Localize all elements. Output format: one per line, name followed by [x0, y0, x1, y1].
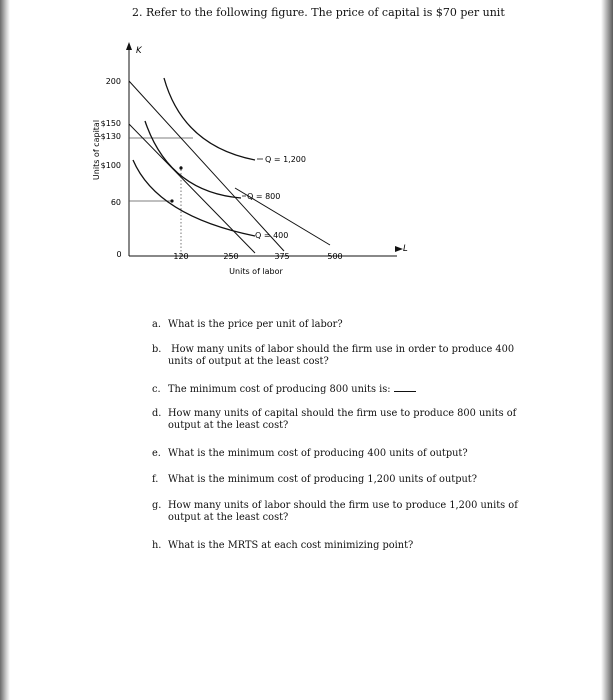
y-tick-label: 60 — [110, 198, 121, 207]
subquestion-text: What is the minimum cost of producing 1,200 units of output? — [168, 474, 477, 485]
subquestion-letter: c. — [152, 384, 161, 395]
subquestion-text: How many units of labor should the firm use in order to produce 400 — [168, 344, 515, 355]
subquestion-letter: f. — [152, 474, 159, 485]
subquestion-text-continued: units of output at the least cost? — [168, 356, 329, 367]
subquestion-text-continued: output at the least cost? — [168, 420, 289, 431]
subquestion-text: What is the MRTS at each cost minimizing point? — [168, 540, 414, 551]
subquestion-letter: b. — [152, 344, 162, 355]
y-tick-label: 200 — [105, 77, 121, 86]
x-axis-letter: L — [403, 244, 408, 254]
subquestion-h — [152, 540, 532, 552]
subquestion-letter: e. — [152, 448, 161, 459]
answer-blank — [394, 383, 416, 392]
y-axis-title: Units of capital — [92, 119, 101, 181]
subquestion-text: What is the price per unit of labor? — [168, 319, 343, 330]
subquestion-letter: a. — [152, 319, 161, 330]
subquestion-text: What is the minimum cost of producing 400 units of output? — [168, 448, 468, 459]
subquestion-letter: h. — [152, 540, 162, 551]
subquestion-e — [152, 448, 532, 460]
isoquant-label: Q = 400 — [255, 231, 289, 240]
tangency-point-400 — [170, 199, 173, 202]
y-axis-letter: K — [136, 46, 142, 56]
origin-label: 0 — [116, 250, 122, 259]
subquestion-letter: g. — [152, 500, 162, 511]
tangency-point-800 — [179, 166, 182, 169]
isoquant-label: Q = 1,200 — [265, 155, 306, 164]
subquestion-a — [152, 319, 532, 331]
x-axis-arrow — [395, 246, 403, 252]
x-tick-label: 500 — [327, 252, 343, 261]
subquestion-b — [152, 344, 532, 368]
isoquant-1200 — [164, 78, 255, 160]
x-tick-label: 250 — [223, 252, 239, 261]
subquestion-g — [152, 500, 532, 524]
isoquant-800 — [145, 121, 241, 198]
isoquant-label: Q = 800 — [247, 192, 281, 201]
y-tick-label: $150 — [100, 119, 121, 128]
subquestion-text: The minimum cost of producing 800 units is: — [168, 384, 391, 395]
y-tick-label: $130 — [100, 132, 121, 141]
subquestion-f — [152, 474, 532, 486]
page-right-edge-shadow — [601, 0, 613, 700]
isocost-line-high — [129, 81, 284, 251]
page-left-edge-shadow — [0, 0, 10, 700]
subquestion-c — [152, 383, 532, 396]
x-tick-label: 375 — [274, 252, 290, 261]
subquestion-letter: d. — [152, 408, 162, 419]
question-title: 2. Refer to the following figure. The price of capital is $70 per unit — [132, 6, 505, 19]
isoquant-chart — [85, 38, 430, 288]
subquestion-text: How many units of labor should the firm use to produce 1,200 units of — [168, 500, 518, 511]
subquestion-text-continued: output at the least cost? — [168, 512, 289, 523]
y-tick-label: $100 — [100, 161, 121, 170]
x-axis-title: Units of labor — [229, 267, 283, 276]
subquestion-d — [152, 408, 532, 432]
isoquant-figure — [85, 38, 430, 288]
y-axis-arrow — [126, 42, 132, 50]
x-tick-label: 120 — [173, 252, 189, 261]
subquestion-text: How many units of capital should the firm use to produce 800 units of — [168, 408, 517, 419]
